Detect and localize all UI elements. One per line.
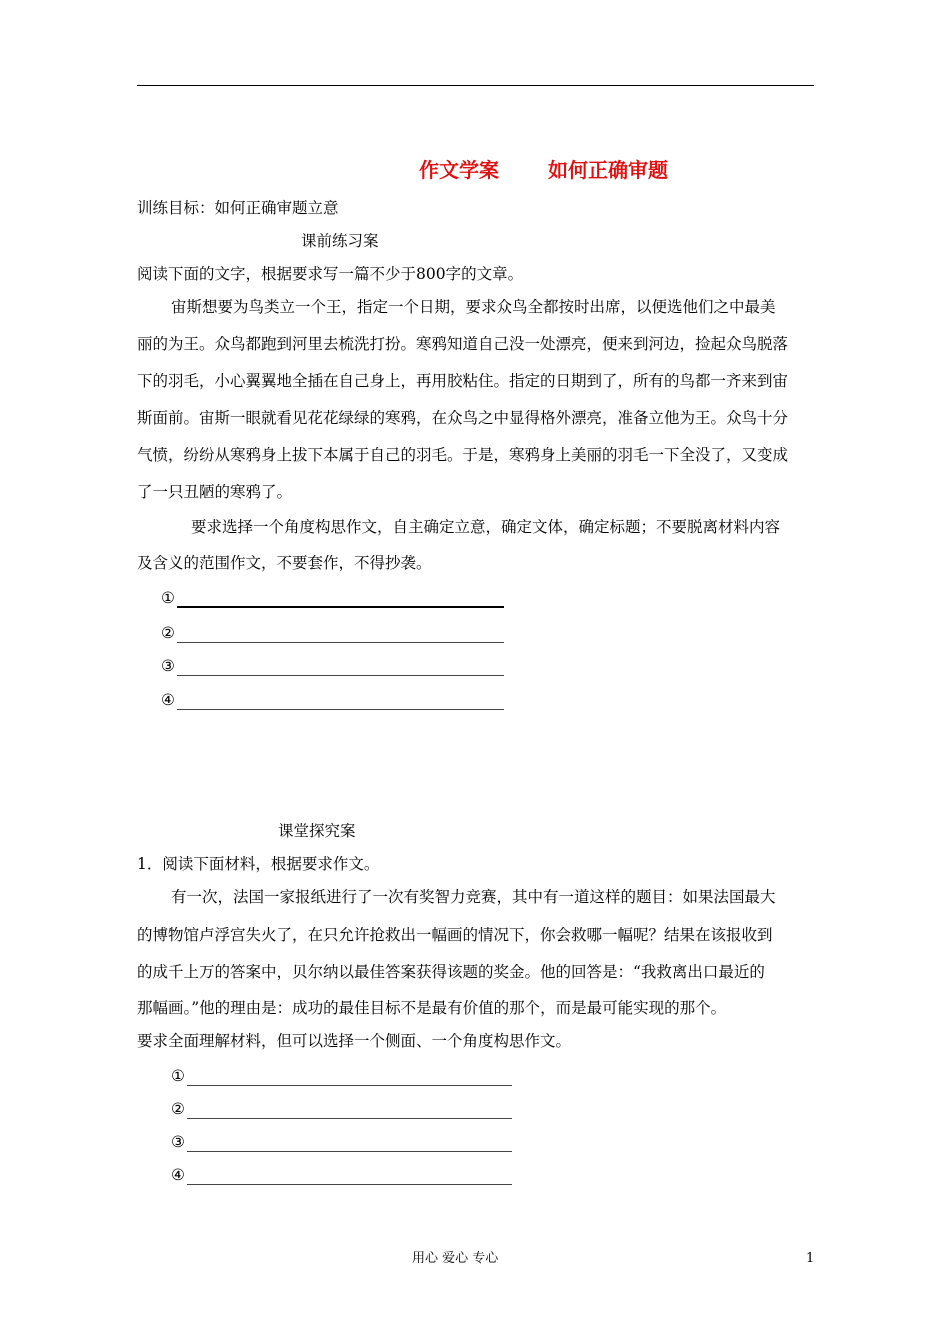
answer-marker: ① — [171, 1067, 185, 1085]
answer-line-3[interactable] — [171, 1132, 512, 1152]
answer-line-1[interactable] — [171, 1066, 512, 1086]
story-line: 的成千上万的答案中，贝尔纳以最佳答案获得该题的奖金。他的回答是：“我救离出口最近的 — [137, 963, 765, 981]
answer-marker: ④ — [161, 691, 175, 709]
answer-blank[interactable] — [187, 1102, 512, 1119]
header-rule — [137, 85, 814, 86]
answer-marker: ④ — [171, 1166, 185, 1184]
story-line: 的博物馆卢浮宫失火了，在只允许抢救出一幅画的情况下，你会救哪一幅呢？结果在该报收到 — [137, 926, 773, 944]
footer-motto: 用心 爱心 专心 — [412, 1251, 499, 1266]
answer-marker: ③ — [161, 657, 175, 675]
section1-heading: 课前练习案 — [301, 232, 379, 250]
section2-requirement: 要求全面理解材料，但可以选择一个侧面、一个角度构思作文。 — [137, 1032, 572, 1050]
section2-question: 1．阅读下面材料，根据要求作文。 — [137, 855, 380, 873]
answer-marker: ③ — [171, 1133, 185, 1151]
answer-line-2[interactable] — [161, 623, 504, 643]
answer-line-3[interactable] — [161, 656, 504, 676]
answer-marker: ① — [161, 589, 175, 607]
page-number: 1 — [806, 1251, 815, 1266]
answer-marker: ② — [171, 1100, 185, 1118]
story-line: 宙斯想要为鸟类立一个王，指定一个日期，要求众鸟全都按时出席，以便选他们之中最美 — [171, 298, 776, 316]
story-line: 有一次，法国一家报纸进行了一次有奖智力竞赛，其中有一道这样的题目：如果法国最大 — [171, 888, 776, 906]
answer-blank[interactable] — [187, 1135, 512, 1152]
story-line: 了一只丑陋的寒鸦了。 — [137, 483, 293, 501]
requirement-line: 要求选择一个角度构思作文，自主确定立意，确定文体，确定标题；不要脱离材料内容 — [191, 518, 781, 536]
answer-blank[interactable] — [187, 1168, 512, 1185]
answer-blank[interactable] — [177, 659, 504, 676]
answer-line-1[interactable] — [161, 588, 504, 608]
requirement-line: 及含义的范围作文，不要套作，不得抄袭。 — [137, 554, 432, 572]
page-title — [419, 157, 668, 183]
answer-blank[interactable] — [177, 626, 504, 643]
story-line: 丽的为王。众鸟都跑到河里去梳洗打扮。寒鸦知道自己没一处漂亮，便来到河边，捡起众鸟脱落 — [137, 335, 789, 353]
answer-blank[interactable] — [177, 590, 504, 608]
section1-instruction: 阅读下面的文字，根据要求写一篇不少于800字的文章。 — [137, 265, 524, 283]
section2-heading: 课堂探究案 — [278, 822, 356, 840]
title-sub: 如何正确审题 — [547, 158, 668, 182]
story-line: 斯面前。宙斯一眼就看见花花绿绿的寒鸦，在众鸟之中显得格外漂亮，准备立他为王。众鸟十分 — [137, 409, 789, 427]
answer-line-4[interactable] — [171, 1165, 512, 1185]
answer-line-4[interactable] — [161, 690, 504, 710]
story-line: 那幅画。”他的理由是：成功的最佳目标不是最有价值的那个，而是最可能实现的那个。 — [137, 999, 727, 1017]
story-line: 气愤，纷纷从寒鸦身上拔下本属于自己的羽毛。于是，寒鸦身上美丽的羽毛一下全没了，又变成 — [137, 446, 789, 464]
story-line: 下的羽毛，小心翼翼地全插在自己身上，再用胶粘住。指定的日期到了，所有的鸟都一齐来到宙 — [137, 372, 789, 390]
answer-blank[interactable] — [177, 693, 504, 710]
answer-blank[interactable] — [187, 1069, 512, 1086]
answer-line-2[interactable] — [171, 1099, 512, 1119]
title-main: 作文学案 — [419, 158, 499, 182]
training-goal: 训练目标：如何正确审题立意 — [137, 199, 339, 217]
answer-marker: ② — [161, 624, 175, 642]
